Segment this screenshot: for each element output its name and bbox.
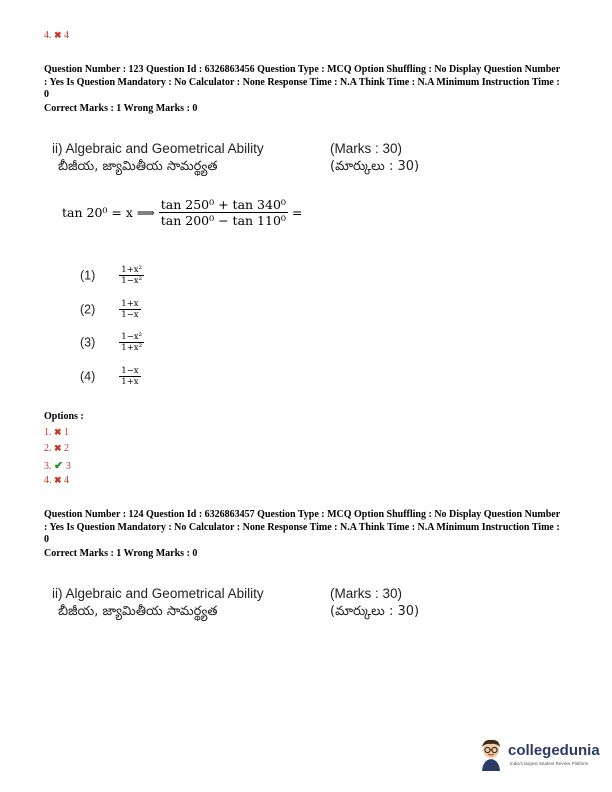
choice-fraction	[119, 299, 140, 320]
wrong-icon: ✖	[54, 443, 62, 453]
option-value: 1	[64, 427, 70, 438]
question-123-meta: Question Number : 123 Question Id : 6326863456 Question Type : MCQ Option Shuffling : No Display Question Number : Yes Is Question Mandatory : No Calculator : None Response Time : N.A Think Time : N.A Minimum Instruction Time : 0	[44, 64, 560, 100]
option-number: 3.	[44, 461, 52, 472]
options-heading: Options :	[44, 411, 84, 422]
equation-fraction	[159, 197, 288, 228]
option-number: 2.	[44, 443, 52, 454]
choice-label: (3)	[80, 335, 96, 350]
choice-fraction	[119, 366, 140, 387]
choice-3	[80, 332, 144, 353]
option-number: 1.	[44, 427, 52, 438]
section-marks: (Marks : 30)	[330, 141, 403, 156]
section-title-telugu: బీజీయ, జ్యామితీయ సామర్థ్యత	[58, 159, 218, 174]
wrong-icon: ✖	[54, 475, 62, 485]
choice-label: (2)	[80, 302, 96, 317]
choice-fraction	[119, 265, 144, 286]
option-number: 4.	[44, 30, 52, 41]
option-3	[44, 459, 71, 472]
question-123-marks: Correct Marks : 1 Wrong Marks : 0	[44, 103, 198, 114]
logo-tagline: India's largest Student Review Platform	[510, 761, 589, 766]
equation-lhs: tan 20⁰ = x ⟹	[62, 205, 155, 220]
section-title: ii) Algebraic and Geometrical Ability	[52, 141, 264, 156]
question-equation	[62, 197, 302, 228]
choice-numerator: 1−x	[121, 366, 139, 376]
choice-denominator: 1+x	[121, 377, 139, 387]
choice-label: (1)	[80, 268, 96, 283]
choice-2	[80, 299, 141, 320]
section-title: ii) Algebraic and Geometrical Ability	[52, 586, 264, 601]
choice-denominator: 1−x	[121, 310, 139, 320]
section-marks: (Marks : 30)	[330, 586, 403, 601]
mascot-icon	[476, 738, 506, 772]
option-4	[44, 475, 69, 486]
choice-1	[80, 265, 144, 286]
option-2	[44, 443, 69, 454]
question-124-marks: Correct Marks : 1 Wrong Marks : 0	[44, 548, 198, 559]
equation-numerator: tan 250⁰ + tan 340⁰	[160, 197, 286, 212]
section-marks-telugu: (మార్కులు : 30)	[330, 604, 420, 619]
prev-option-4	[44, 30, 69, 41]
choice-denominator: 1+x²	[121, 343, 143, 353]
choice-denominator: 1−x²	[121, 276, 143, 286]
section-title-telugu: బీజీయ, జ్యామితీయ సామర్థ్యత	[58, 604, 218, 619]
equation-rhs: =	[291, 205, 303, 220]
section-marks-telugu: (మార్కులు : 30)	[330, 159, 420, 174]
logo-wordmark: collegedunia	[508, 742, 600, 759]
choice-fraction	[119, 332, 144, 353]
option-value: 4	[64, 475, 70, 486]
choice-numerator: 1+x	[121, 299, 139, 309]
wrong-icon: ✖	[54, 427, 62, 437]
check-icon: ✔	[54, 460, 64, 472]
choice-4	[80, 366, 141, 387]
choice-numerator: 1−x²	[121, 332, 143, 342]
option-value: 4	[64, 30, 70, 41]
choice-label: (4)	[80, 369, 96, 384]
option-number: 4.	[44, 475, 52, 486]
option-value: 2	[64, 443, 70, 454]
equation-denominator: tan 200⁰ − tan 110⁰	[160, 213, 286, 228]
question-124-meta: Question Number : 124 Question Id : 6326863457 Question Type : MCQ Option Shuffling : No Display Question Number : Yes Is Question Mandatory : No Calculator : None Response Time : N.A Think Time : N.A Minimum Instruction Time : 0	[44, 509, 560, 545]
option-1	[44, 427, 69, 438]
choice-numerator: 1+x²	[121, 265, 143, 275]
wrong-icon: ✖	[54, 30, 62, 40]
collegedunia-logo	[476, 738, 606, 774]
option-value: 3	[65, 461, 71, 472]
